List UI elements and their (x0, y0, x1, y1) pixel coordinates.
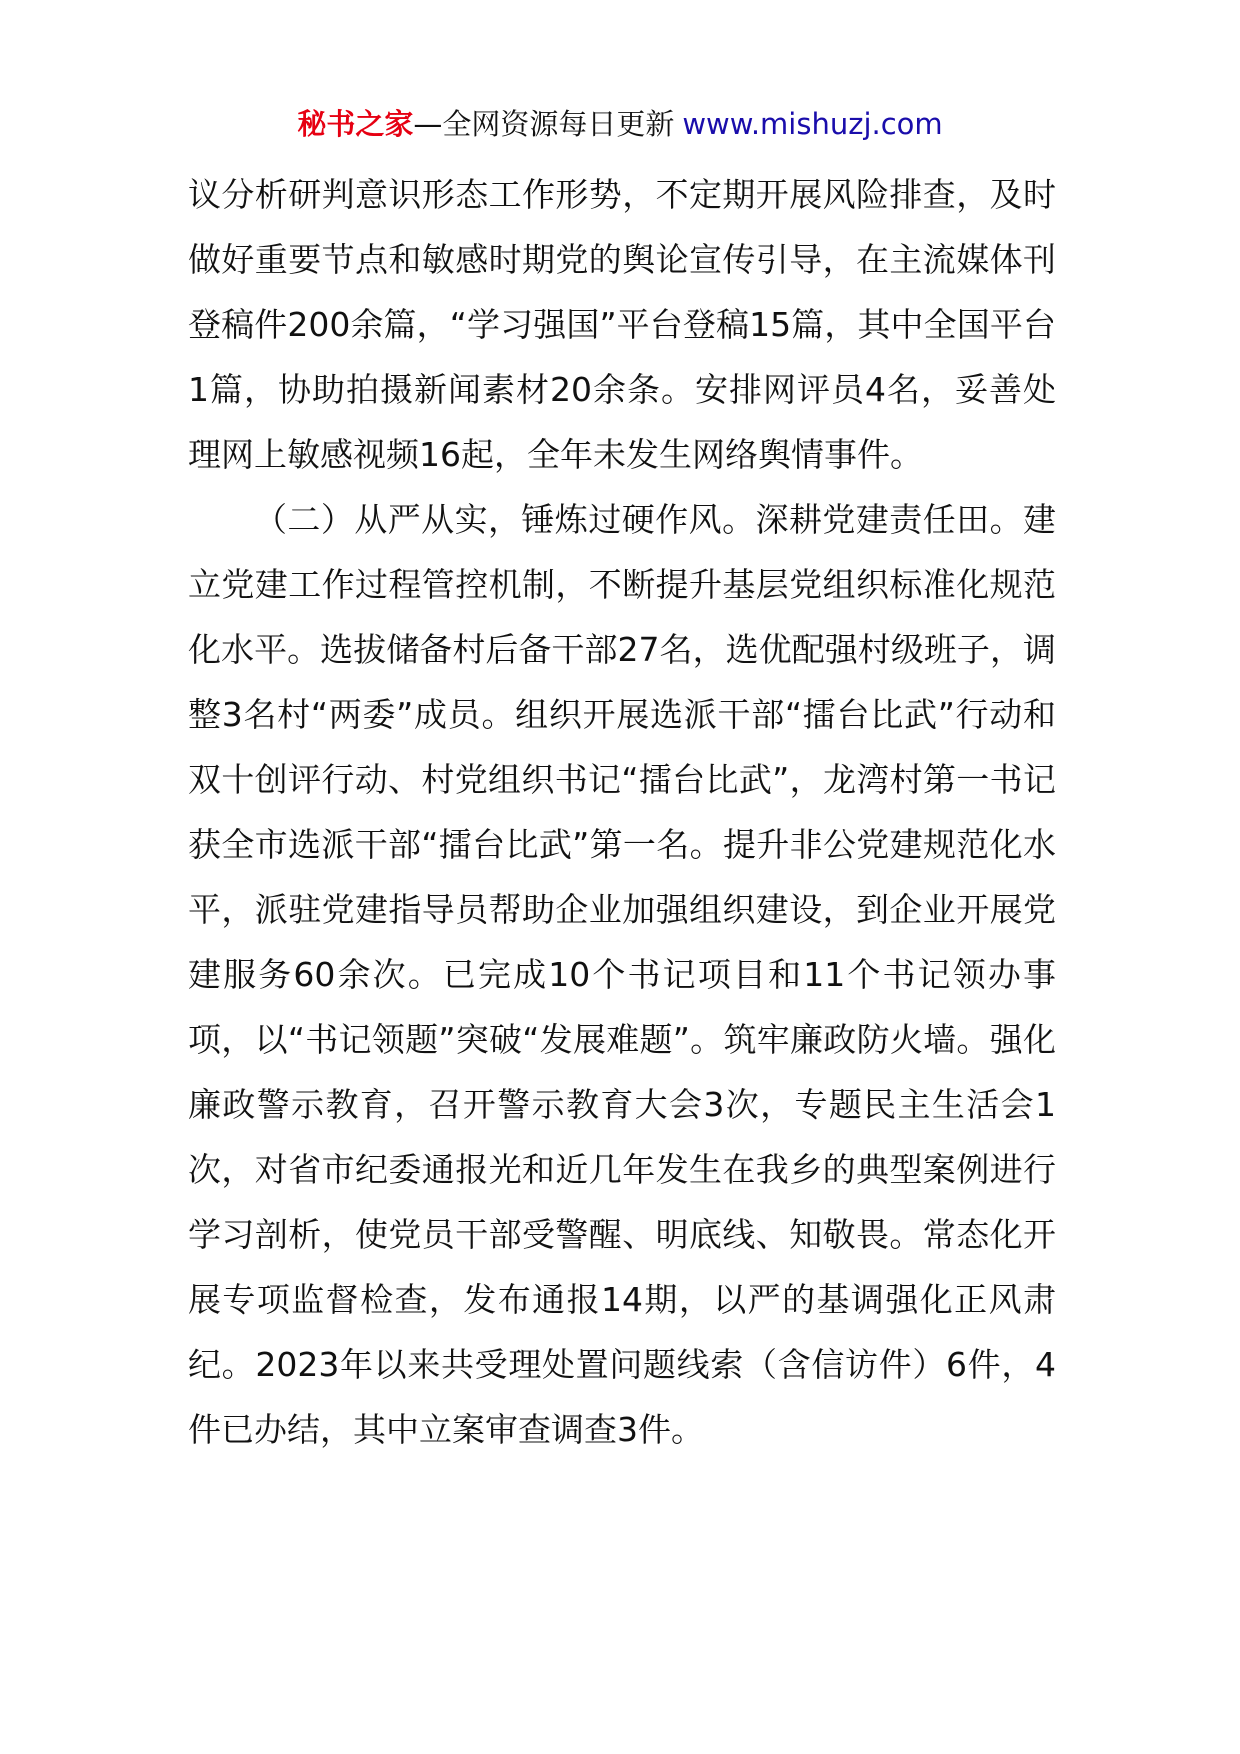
paragraph-section-two: （二）从严从实，锤炼过硬作风。深耕党建责任田。建立党建工作过程管控机制，不断提升基层党组织标准化规范化水平。选拔储备村后备干部27名，选优配强村级班子，调整3名村“两委”成员。组织开展选派干部“擂台比武”行动和双十创评行动、村党组织书记“擂台比武”，龙湾村第一书记获全市选派干部“擂台比武”第一名。提升非公党建规范化水平，派驻党建指导员帮助企业加强组织建设，到企业开展党建服务60余次。已完成10个书记项目和11个书记领办事项，以“书记领题”突破“发展难题”。筑牢廉政防火墙。强化廉政警示教育，召开警示教育大会3次，专题民主生活会1次，对省市纪委通报光和近几年发生在我乡的典型案例进行学习剖析，使党员干部受警醒、明底线、知敬畏。常态化开展专项监督检查，发布通报14期，以严的基调强化正风肃纪。2023年以来共受理处置问题线索（含信访件）6件，4件已办结，其中立案审查调查3件。 (188, 500, 1056, 1449)
paragraph-continued: 议分析研判意识形态工作形势，不定期开展风险排查，及时做好重要节点和敏感时期党的舆论宣传引导，在主流媒体刊登稿件200余篇，“学习强国”平台登稿15篇，其中全国平台1篇，协助拍摄新闻素材20余条。安排网评员4名，妥善处理网上敏感视频16起，全年未发生网络舆情事件。 (188, 175, 1056, 474)
page-header (0, 104, 1240, 144)
header-url-link[interactable]: www.mishuzj.com (682, 107, 943, 141)
header-slogan: —全网资源每日更新 (413, 107, 675, 141)
document-body (188, 162, 1056, 1462)
header-brand: 秘书之家 (297, 107, 414, 141)
